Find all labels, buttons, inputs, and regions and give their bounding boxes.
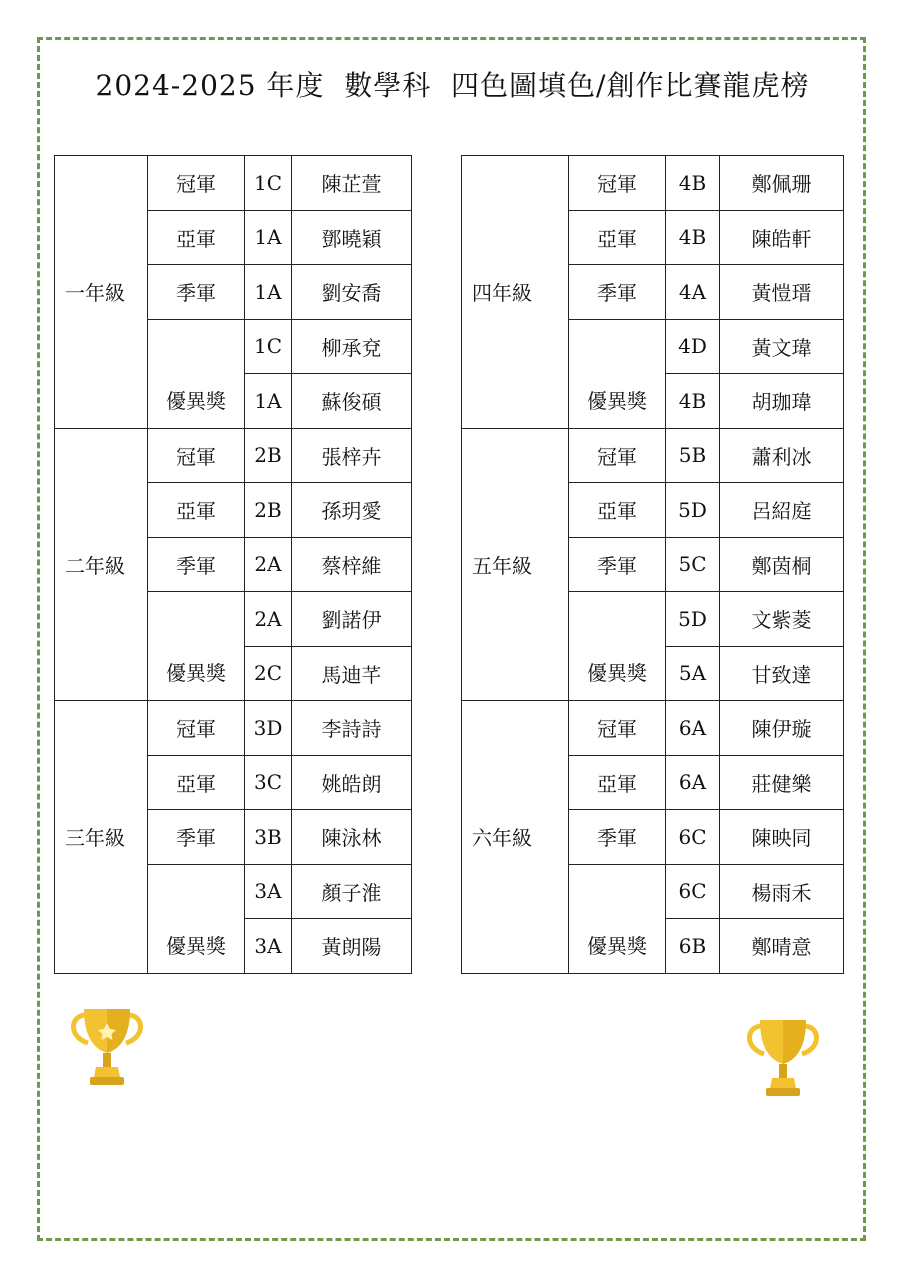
grade-label: 二年級	[55, 428, 148, 701]
student-name: 陳泳林	[292, 810, 412, 865]
class-cell: 5B	[666, 428, 720, 483]
student-name: 胡珈瑋	[720, 374, 844, 429]
grade-label: 五年級	[462, 428, 569, 701]
student-name: 劉安喬	[292, 265, 412, 320]
student-name: 柳承兗	[292, 319, 412, 374]
student-name: 鄭佩珊	[720, 156, 844, 211]
student-name: 鄧曉穎	[292, 210, 412, 265]
student-name: 楊雨禾	[720, 864, 844, 919]
award-label: 亞軍	[148, 210, 245, 265]
class-cell: 3B	[245, 810, 292, 865]
class-cell: 4B	[666, 210, 720, 265]
student-name: 陳芷萱	[292, 156, 412, 211]
award-label: 冠軍	[569, 701, 666, 756]
results-table-left	[54, 155, 412, 974]
class-cell: 1A	[245, 374, 292, 429]
trophy-icon	[64, 1003, 150, 1089]
student-name: 黃文瑋	[720, 319, 844, 374]
class-cell: 3D	[245, 701, 292, 756]
student-name: 蕭利冰	[720, 428, 844, 483]
class-cell: 3C	[245, 755, 292, 810]
award-label: 優異獎	[148, 319, 245, 428]
class-cell: 3A	[245, 864, 292, 919]
award-label: 季軍	[569, 265, 666, 320]
student-name: 鄭晴意	[720, 919, 844, 974]
class-cell: 5D	[666, 483, 720, 538]
award-label: 優異獎	[569, 592, 666, 701]
table-row	[55, 701, 412, 756]
student-name: 蔡梓維	[292, 537, 412, 592]
award-label: 亞軍	[148, 755, 245, 810]
class-cell: 4B	[666, 156, 720, 211]
class-cell: 1C	[245, 156, 292, 211]
student-name: 陳伊璇	[720, 701, 844, 756]
table-row	[462, 701, 844, 756]
award-label: 季軍	[148, 265, 245, 320]
student-name: 陳皓軒	[720, 210, 844, 265]
award-label: 冠軍	[148, 701, 245, 756]
student-name: 顏子淮	[292, 864, 412, 919]
table-row	[462, 156, 844, 211]
student-name: 劉諾伊	[292, 592, 412, 647]
class-cell: 5D	[666, 592, 720, 647]
student-name: 黃愷瑨	[720, 265, 844, 320]
class-cell: 6A	[666, 701, 720, 756]
grade-label: 六年級	[462, 701, 569, 974]
award-label: 冠軍	[148, 156, 245, 211]
award-label: 亞軍	[569, 483, 666, 538]
award-label: 亞軍	[569, 755, 666, 810]
class-cell: 4D	[666, 319, 720, 374]
class-cell: 1A	[245, 265, 292, 320]
award-label: 優異獎	[569, 319, 666, 428]
award-label: 季軍	[569, 537, 666, 592]
class-cell: 2A	[245, 537, 292, 592]
page-title: 2024-2025 年度 數學科 四色圖填色/創作比賽龍虎榜	[95, 69, 810, 102]
award-label: 冠軍	[569, 428, 666, 483]
award-label: 季軍	[148, 810, 245, 865]
student-name: 馬迪芊	[292, 646, 412, 701]
student-name: 張梓卉	[292, 428, 412, 483]
student-name: 黃朗陽	[292, 919, 412, 974]
class-cell: 6B	[666, 919, 720, 974]
class-cell: 4A	[666, 265, 720, 320]
student-name: 蘇俊碩	[292, 374, 412, 429]
table-row	[462, 428, 844, 483]
grade-label: 一年級	[55, 156, 148, 429]
student-name: 孫玥愛	[292, 483, 412, 538]
student-name: 莊健樂	[720, 755, 844, 810]
class-cell: 2C	[245, 646, 292, 701]
class-cell: 2A	[245, 592, 292, 647]
award-label: 季軍	[148, 537, 245, 592]
student-name: 李詩詩	[292, 701, 412, 756]
results-table-right	[461, 155, 844, 974]
student-name: 鄭茵桐	[720, 537, 844, 592]
student-name: 呂紹庭	[720, 483, 844, 538]
trophy-icon	[740, 1014, 826, 1100]
award-label: 優異獎	[569, 864, 666, 973]
student-name: 甘致達	[720, 646, 844, 701]
award-label: 季軍	[569, 810, 666, 865]
student-name: 陳映同	[720, 810, 844, 865]
class-cell: 5C	[666, 537, 720, 592]
award-label: 亞軍	[569, 210, 666, 265]
award-label: 亞軍	[148, 483, 245, 538]
student-name: 文紫菱	[720, 592, 844, 647]
class-cell: 1C	[245, 319, 292, 374]
class-cell: 5A	[666, 646, 720, 701]
grade-label: 三年級	[55, 701, 148, 974]
class-cell: 2B	[245, 483, 292, 538]
table-row	[55, 156, 412, 211]
award-label: 優異獎	[148, 864, 245, 973]
class-cell: 4B	[666, 374, 720, 429]
grade-label: 四年級	[462, 156, 569, 429]
award-label: 優異獎	[148, 592, 245, 701]
award-label: 冠軍	[148, 428, 245, 483]
table-row	[55, 428, 412, 483]
class-cell: 1A	[245, 210, 292, 265]
class-cell: 2B	[245, 428, 292, 483]
class-cell: 6A	[666, 755, 720, 810]
class-cell: 6C	[666, 810, 720, 865]
class-cell: 3A	[245, 919, 292, 974]
award-label: 冠軍	[569, 156, 666, 211]
class-cell: 6C	[666, 864, 720, 919]
student-name: 姚皓朗	[292, 755, 412, 810]
